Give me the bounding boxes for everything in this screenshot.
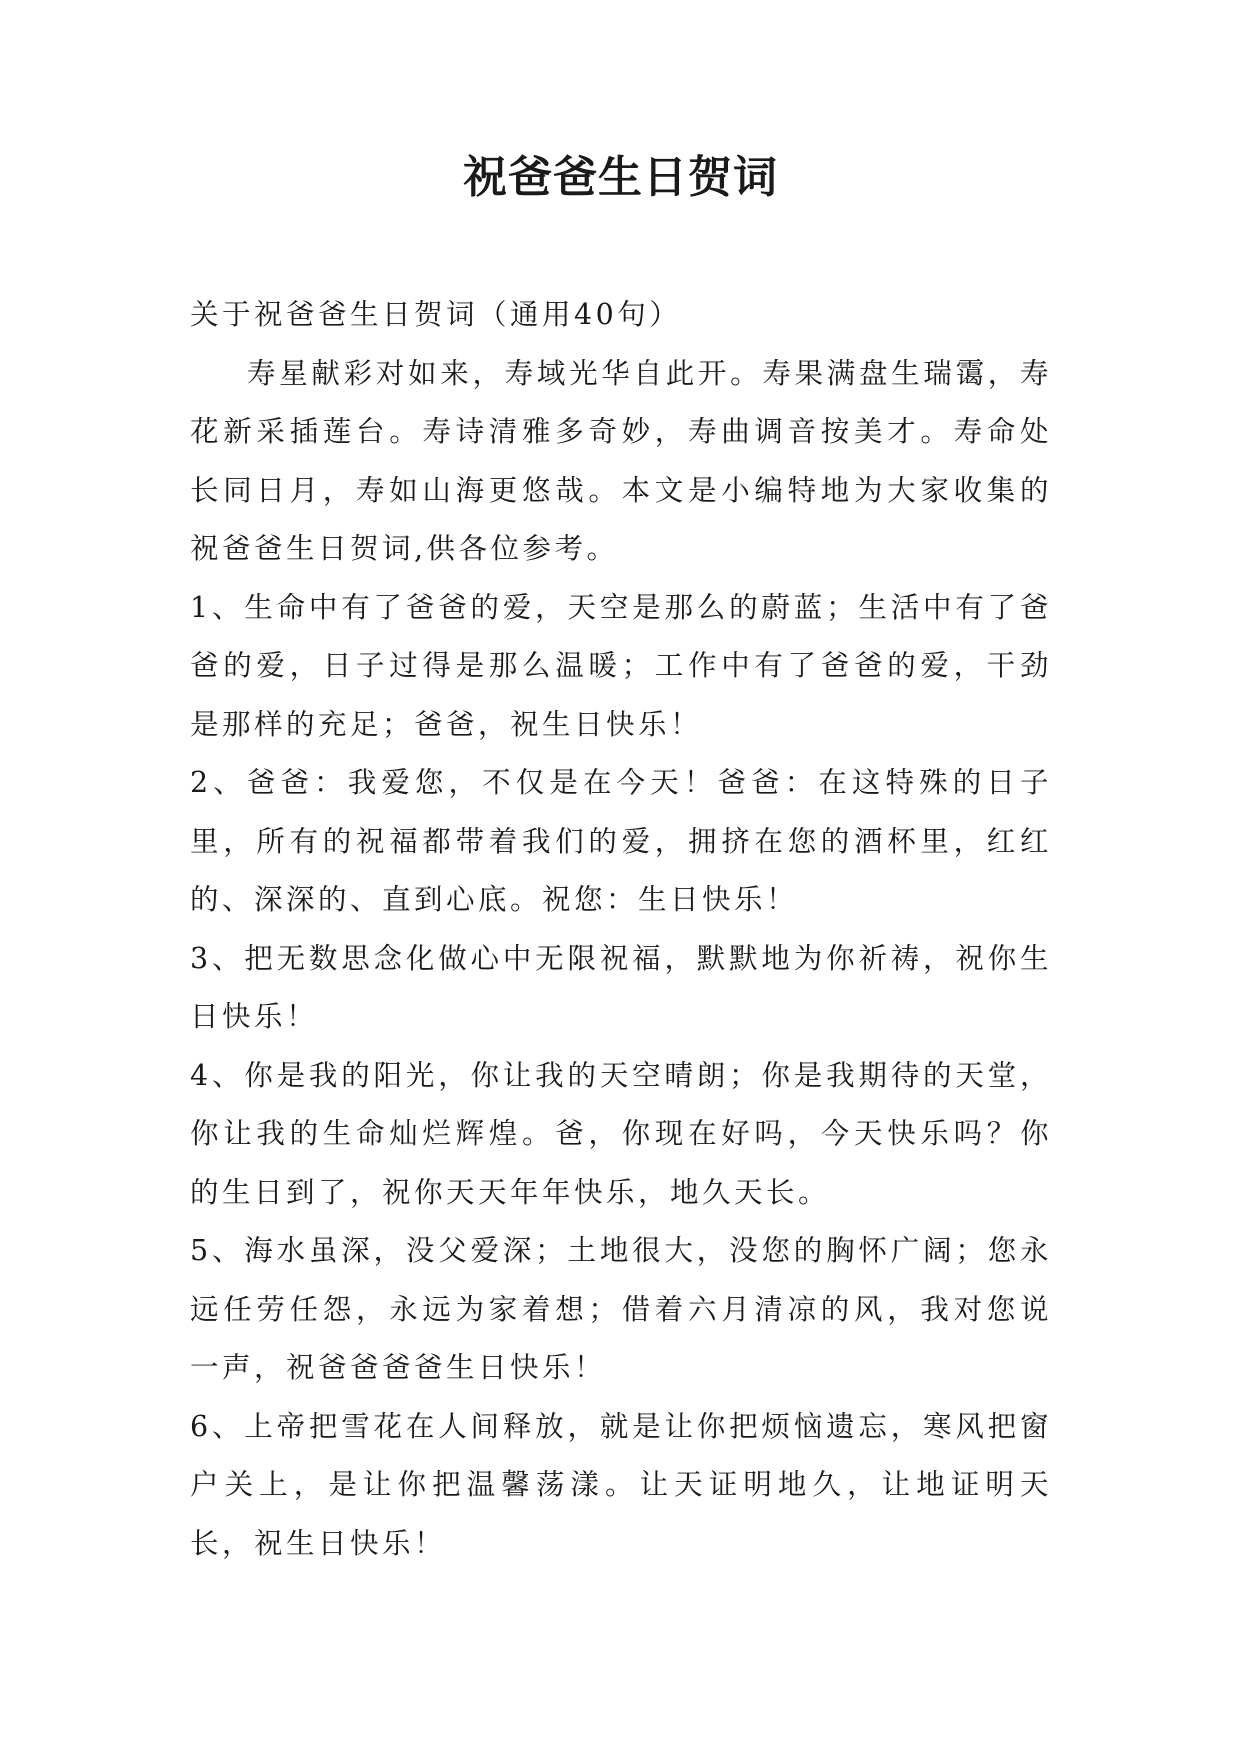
greeting-item-5: 5、海水虽深，没父爱深；土地很大，没您的胸怀广阔；您永远任劳任怨，永远为家着想；借着六月清凉的风，我对您说一声，祝爸爸爸爸生日快乐！ <box>190 1234 1052 1384</box>
document-body <box>190 286 1052 1573</box>
greeting-item-1: 1、生命中有了爸爸的爱，天空是那么的蔚蓝；生活中有了爸爸的爱，日子过得是那么温暖；工作中有了爸爸的爱，干劲是那样的充足；爸爸，祝生日快乐！ <box>190 590 1052 741</box>
document-subtitle: 关于祝爸爸生日贺词（通用40句） <box>190 298 682 331</box>
document-title: 祝爸爸生日贺词 <box>463 152 778 203</box>
greeting-item-2: 2、爸爸：我爱您，不仅是在今天！爸爸：在这特殊的日子里，所有的祝福都带着我们的爱，拥挤在您的酒杯里，红红的、深深的、直到心底。祝您：生日快乐！ <box>190 766 1052 916</box>
greeting-item-3: 3、把无数思念化做心中无限祝福，默默地为你祈祷，祝你生日快乐！ <box>190 941 1052 1033</box>
intro-paragraph: 寿星献彩对如来，寿域光华自此开。寿果满盘生瑞霭，寿花新采插莲台。寿诗清雅多奇妙，寿曲调音按美才。寿命处长同日月，寿如山海更悠哉。本文是小编特地为大家收集的祝爸爸生日贺词,供各位参考。 <box>190 356 1052 565</box>
greeting-item-6: 6、上帝把雪花在人间释放，就是让你把烦恼遗忘，寒风把窗户关上，是让你把温馨荡漾。让天证明地久，让地证明天长，祝生日快乐！ <box>190 1409 1052 1560</box>
greeting-item-4: 4、你是我的阳光，你让我的天空晴朗；你是我期待的天堂，你让我的生命灿烂辉煌。爸，你现在好吗，今天快乐吗？你的生日到了，祝你天天年年快乐，地久天长。 <box>190 1058 1052 1209</box>
